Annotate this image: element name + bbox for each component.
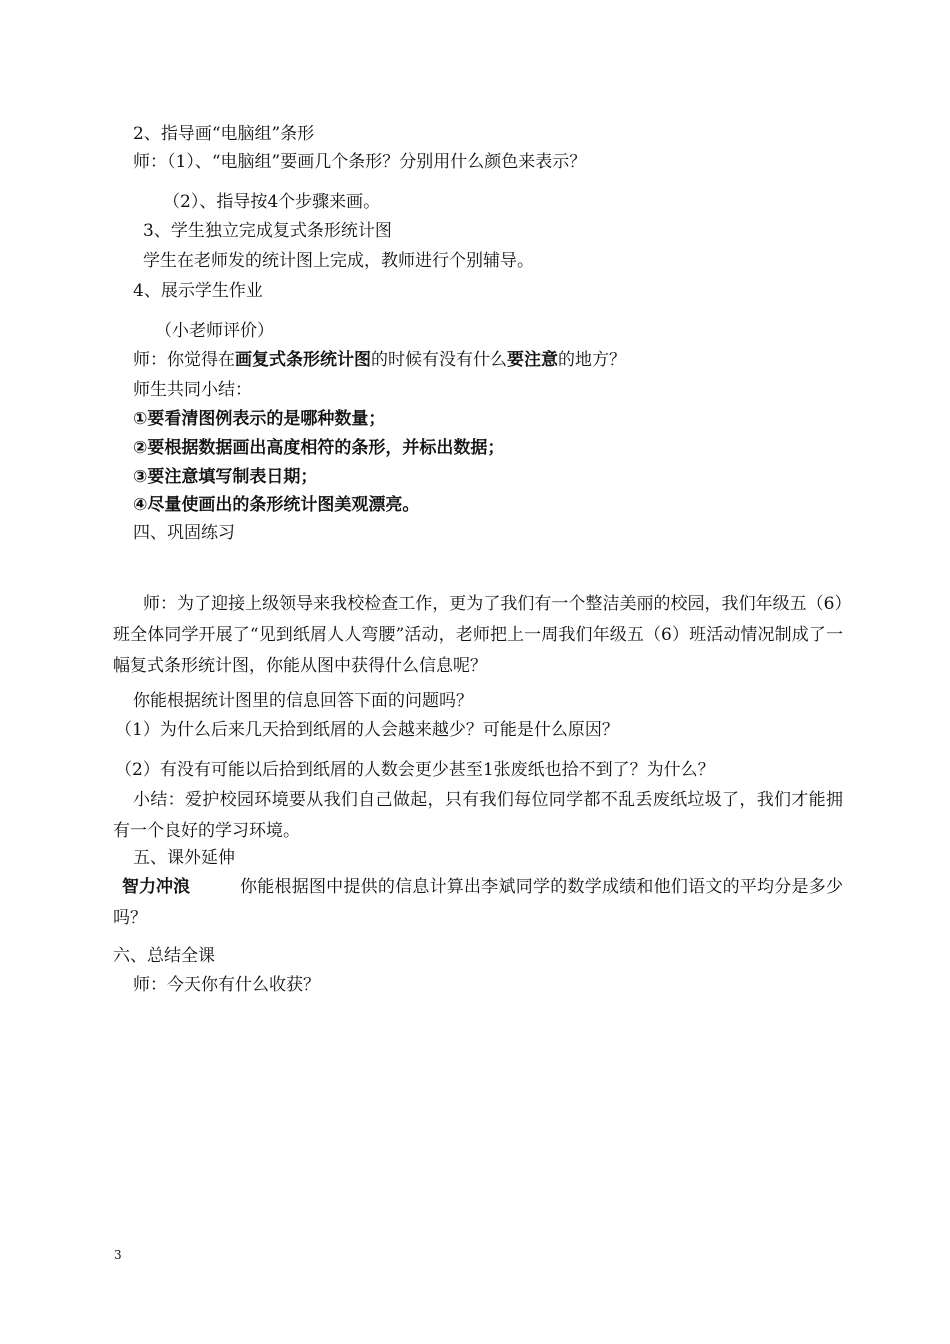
practice-question-2: （2）有没有可能以后拾到纸屑的人数会更少甚至1张废纸也拾不到了？为什么？ <box>115 760 715 780</box>
step-3-heading: 3、学生独立完成复式条形统计图 <box>143 221 392 241</box>
question-emphasis-drawing: 画复式条形统计图 <box>235 350 371 370</box>
closing-question: 师：今天你有什么收获？ <box>133 975 320 995</box>
section-6-heading: 六、总结全课 <box>113 946 215 966</box>
section-5-heading: 五、课外延伸 <box>133 848 235 868</box>
step-3-text: 学生在老师发的统计图上完成，教师进行个别辅导。 <box>143 251 534 271</box>
extension-text: 你能根据图中提供的信息计算出李斌同学的数学成绩和他们语文的平均分是多少吗？ <box>113 877 843 928</box>
question-emphasis-attention: 要注意 <box>507 350 558 370</box>
page-number: 3 <box>114 1248 122 1262</box>
extension-label: 智力冲浪 <box>122 877 190 897</box>
step-2-heading: 2、指导画“电脑组”条形 <box>133 124 315 144</box>
summary-point-4: ④尽量使画出的条形统计图美观漂亮。 <box>133 495 420 515</box>
question-part-e: 的地方？ <box>558 350 626 370</box>
question-part-c: 的时候有没有什么 <box>371 350 507 370</box>
question-part-a: 师：你觉得在 <box>133 350 235 370</box>
practice-question-1: （1）为什么后来几天拾到纸屑的人会越来越少？可能是什么原因？ <box>115 720 619 740</box>
teacher-question-2: （2）、指导按4个步骤来画。 <box>163 192 381 212</box>
teacher-attention-question <box>133 348 626 372</box>
practice-question-intro: 你能根据统计图里的信息回答下面的问题吗？ <box>133 691 473 711</box>
section-4-heading: 四、巩固练习 <box>133 523 235 543</box>
teacher-evaluation-note: （小老师评价） <box>155 321 274 341</box>
joint-summary-label: 师生共同小结： <box>133 380 252 400</box>
summary-point-2: ②要根据数据画出高度相符的条形，并标出数据； <box>133 438 505 458</box>
practice-summary: 小结：爱护校园环境要从我们自己做起，只有我们每位同学都不乱丢废纸垃圾了，我们才能拥有一个良好的学习环境。 <box>113 790 843 841</box>
step-4-heading: 4、展示学生作业 <box>133 281 263 301</box>
summary-point-3: ③要注意填写制表日期； <box>133 467 318 487</box>
summary-point-1: ①要看清图例表示的是哪种数量； <box>133 409 386 429</box>
practice-paragraph: 师：为了迎接上级领导来我校检查工作，更为了我们有一个整洁美丽的校园，我们年级五（6）班全体同学开展了“见到纸屑人人弯腰”活动，老师把上一周我们年级五（6）班活动情况制成了一幅复式条形统计图，你能从图中获得什么信息呢？ <box>113 594 843 676</box>
teacher-question-1: 师：（1）、“电脑组”要画几个条形？分别用什么颜色来表示？ <box>133 152 587 172</box>
